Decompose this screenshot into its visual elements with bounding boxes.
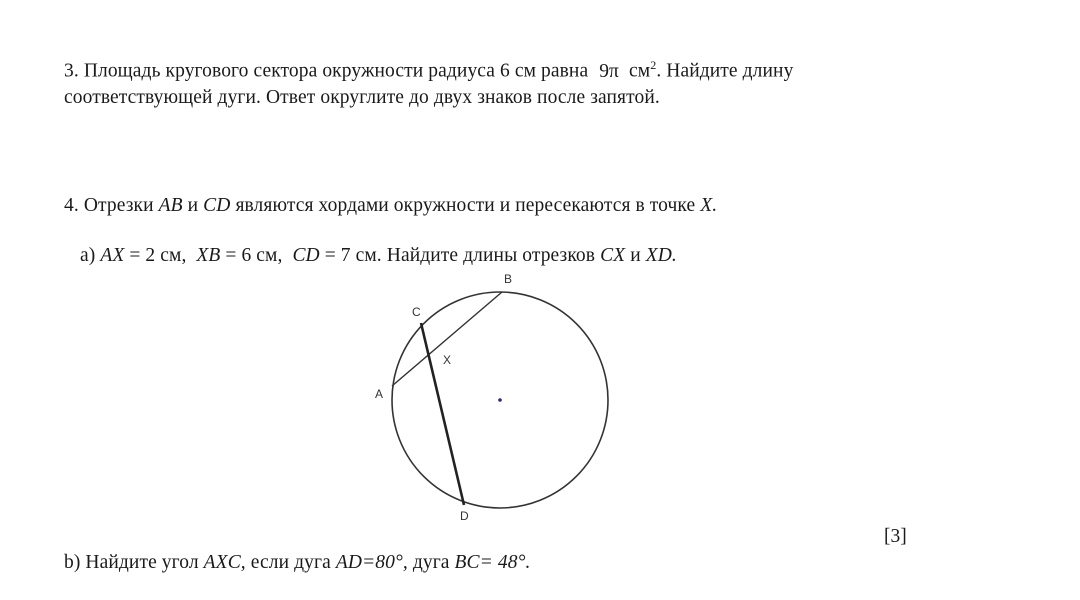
- circle-center: [498, 398, 502, 402]
- ax-value: = 2 см,: [129, 245, 187, 266]
- segment-cd-a: CD: [292, 245, 320, 266]
- marks-indicator: [3]: [884, 526, 907, 547]
- conjunction: и: [187, 195, 199, 216]
- part-b-text-2: дуга: [412, 552, 450, 573]
- problem3-line2: соответствующей дуги. Ответ округлите до двух знаков после запятой.: [64, 87, 660, 108]
- part-a-prefix: а): [80, 245, 96, 266]
- problem3-text-end: . Найдите длину: [656, 60, 794, 82]
- label-x: X: [443, 353, 452, 367]
- problem3-area-value: 9π: [599, 60, 619, 82]
- cd-value: = 7 см. Найдите длины отрезков: [324, 245, 596, 266]
- segment-ax: AX: [100, 245, 125, 266]
- angle-axc: AXC,: [203, 552, 246, 573]
- point-x: X.: [700, 195, 718, 216]
- arc-ad: AD=80°,: [335, 552, 408, 573]
- conjunction-a: и: [630, 245, 641, 266]
- chord-cd: [421, 323, 464, 505]
- problem3-number: 3.: [64, 60, 79, 82]
- segment-cd: CD: [203, 195, 231, 216]
- segment-ab: AB: [158, 195, 183, 216]
- problem4-number: 4.: [64, 195, 79, 216]
- problem4-text: Отрезки: [83, 195, 154, 216]
- problem3-text: Площадь кругового сектора окружности радиуса 6 см равна: [83, 60, 589, 82]
- label-d: D: [460, 509, 469, 523]
- problem4-text-2: являются хордами окружности и пересекаются в точке: [235, 195, 696, 216]
- xb-value: = 6 см,: [225, 245, 283, 266]
- part-b-prefix: b) Найдите угол: [64, 552, 199, 573]
- segment-xb: XB: [196, 245, 221, 266]
- label-c: C: [412, 305, 421, 319]
- label-a: A: [375, 387, 384, 401]
- problem3-area-unit: см: [629, 60, 651, 82]
- segment-cx: CX: [600, 245, 626, 266]
- problem3-area-exp: 2: [650, 58, 657, 72]
- part-b-text: если дуга: [250, 552, 331, 573]
- arc-bc: BC= 48°.: [454, 552, 531, 573]
- problem4-part-b: [64, 552, 530, 574]
- segment-xd: XD.: [645, 245, 677, 266]
- label-b: B: [504, 272, 513, 286]
